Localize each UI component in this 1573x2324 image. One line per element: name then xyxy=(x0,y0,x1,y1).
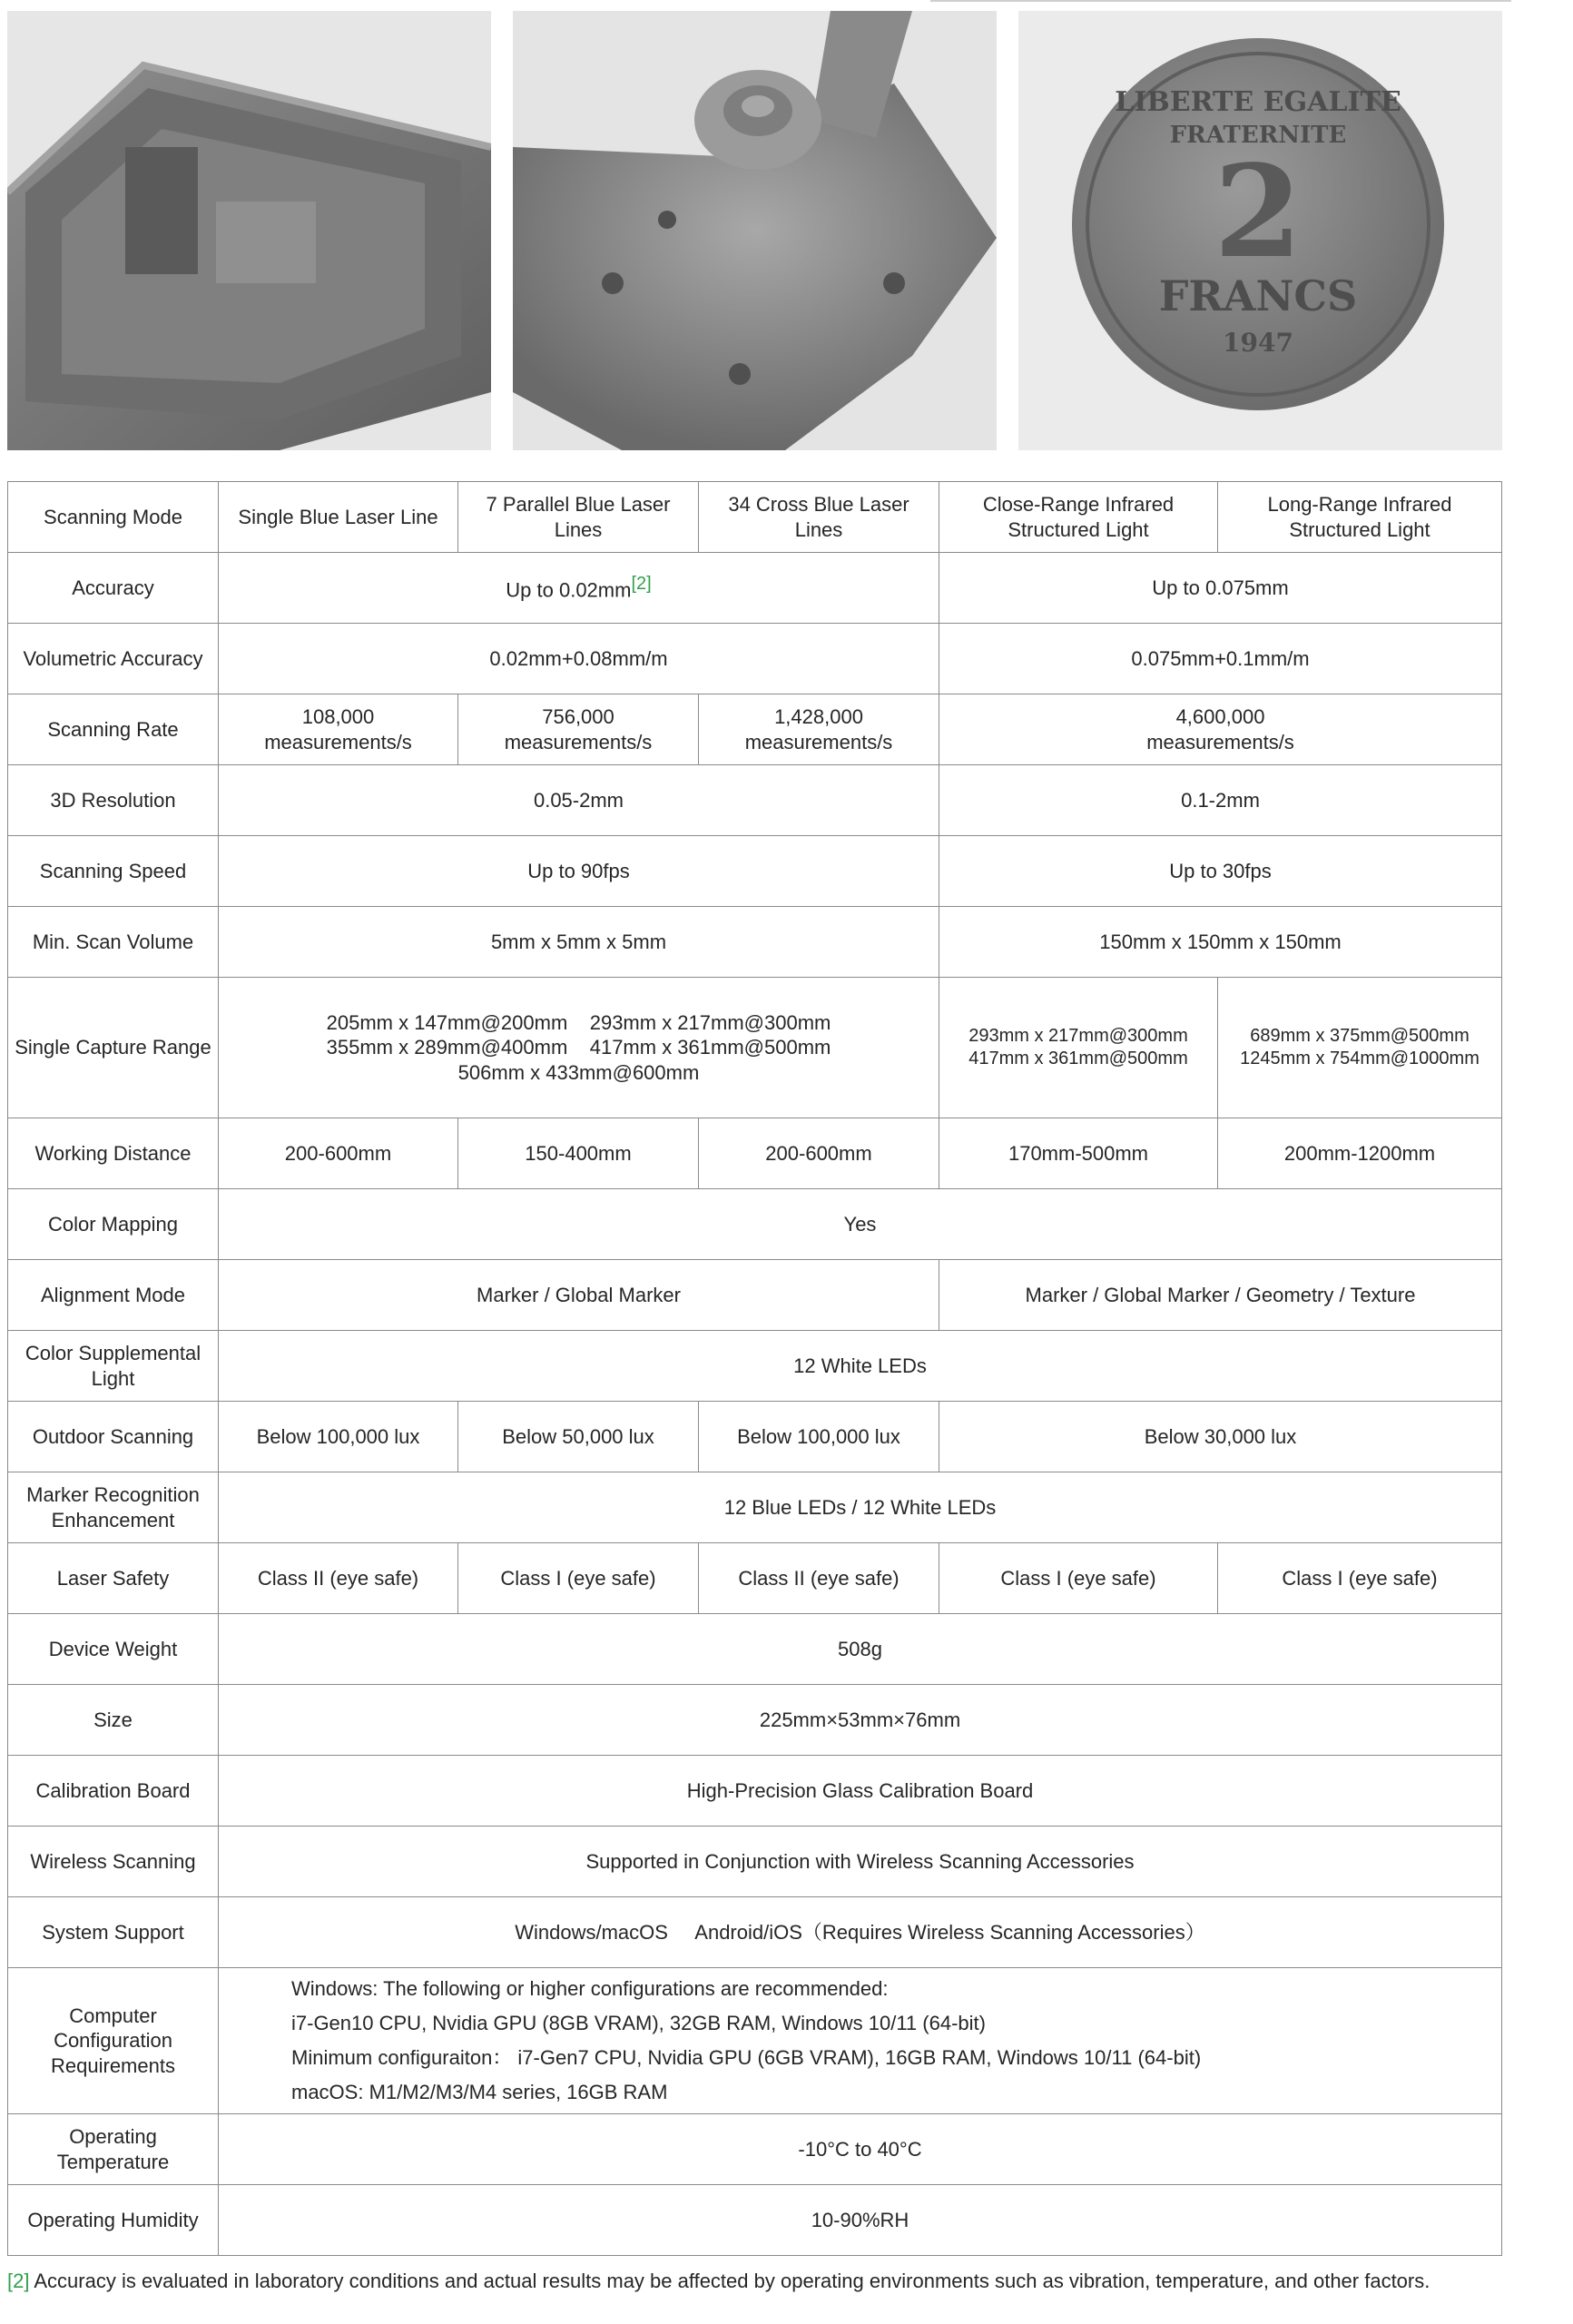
scanning-rate-parallel xyxy=(458,694,699,765)
row-label-wireless-scanning: Wireless Scanning xyxy=(8,1827,219,1897)
row-label-size: Size xyxy=(8,1685,219,1756)
marker-enhancement-value: 12 Blue LEDs / 12 White LEDs xyxy=(219,1472,1502,1543)
accuracy-laser-cell xyxy=(219,553,939,624)
mode-single-blue-laser: Single Blue Laser Line xyxy=(219,482,458,553)
device-weight-value: 508g xyxy=(219,1614,1502,1685)
row-label-computer-configuration: Computer Configuration Requirements xyxy=(8,1968,219,2114)
mode-parallel-blue-lasers: 7 Parallel Blue Laser Lines xyxy=(458,482,699,553)
working-distance-value: 200-600mm xyxy=(699,1118,939,1189)
oil-pan-scan-image xyxy=(7,11,491,450)
laser-safety-value: Class II (eye safe) xyxy=(219,1543,458,1614)
size-value: 225mm×53mm×76mm xyxy=(219,1685,1502,1756)
table-row xyxy=(8,765,1502,836)
row-label-working-distance: Working Distance xyxy=(8,1118,219,1189)
capture-range-line: 689mm x 375mm@500mm xyxy=(1250,1026,1470,1046)
laser-safety-value: Class II (eye safe) xyxy=(699,1543,939,1614)
config-line: macOS: M1/M2/M3/M4 series, 16GB RAM xyxy=(291,2081,668,2103)
min-volume-laser: 5mm x 5mm x 5mm xyxy=(219,907,939,978)
table-row xyxy=(8,836,1502,907)
system-support-value: Windows/macOS Android/iOS（Requires Wireless Scanning Accessories） xyxy=(219,1897,1502,1968)
scanning-rate-single xyxy=(219,694,458,765)
alignment-infrared: Marker / Global Marker / Geometry / Texture xyxy=(939,1260,1502,1331)
rate-unit: measurements/s xyxy=(264,730,412,753)
table-row xyxy=(8,1614,1502,1685)
table-row xyxy=(8,907,1502,978)
row-label-min-scan-volume: Min. Scan Volume xyxy=(8,907,219,978)
volumetric-accuracy-infrared: 0.075mm+0.1mm/m xyxy=(939,624,1502,694)
row-label-color-mapping: Color Mapping xyxy=(8,1189,219,1260)
alignment-laser: Marker / Global Marker xyxy=(219,1260,939,1331)
scanning-rate-cross xyxy=(699,694,939,765)
supplemental-light-value: 12 White LEDs xyxy=(219,1331,1502,1402)
table-row xyxy=(8,1756,1502,1827)
coin-engraving-top: LIBERTE EGALITE xyxy=(1115,86,1401,118)
table-row xyxy=(8,1827,1502,1897)
rate-value: 108,000 xyxy=(301,705,375,728)
table-row xyxy=(8,1118,1502,1189)
wireless-scanning-value: Supported in Conjunction with Wireless Scanning Accessories xyxy=(219,1827,1502,1897)
pump-housing-scan-image xyxy=(513,11,997,450)
rate-unit: measurements/s xyxy=(504,730,653,753)
mode-cross-blue-lasers: 34 Cross Blue Laser Lines xyxy=(699,482,939,553)
row-label-scanning-rate: Scanning Rate xyxy=(8,694,219,765)
config-line: i7-Gen10 CPU, Nvidia GPU (8GB VRAM), 32GB RAM, Windows 10/11 (64-bit) xyxy=(291,2012,986,2034)
operating-humidity-value: 10-90%RH xyxy=(219,2185,1502,2256)
speed-infrared: Up to 30fps xyxy=(939,836,1502,907)
row-label-scanning-mode: Scanning Mode xyxy=(8,482,219,553)
accuracy-footnote xyxy=(7,2268,1478,2295)
capture-range-close xyxy=(939,978,1218,1118)
capture-range-line: 417mm x 361mm@500mm xyxy=(968,1049,1188,1068)
table-row xyxy=(8,482,1502,553)
row-label-outdoor-scanning: Outdoor Scanning xyxy=(8,1402,219,1472)
config-line: Windows: The following or higher configurations are recommended: xyxy=(291,1977,889,2000)
row-label-marker-recognition: Marker Recognition Enhancement xyxy=(8,1472,219,1543)
row-label-alignment-mode: Alignment Mode xyxy=(8,1260,219,1331)
capture-range-long xyxy=(1218,978,1502,1118)
table-row xyxy=(8,978,1502,1118)
table-row xyxy=(8,694,1502,765)
outdoor-parallel: Below 50,000 lux xyxy=(458,1402,699,1472)
rate-unit: measurements/s xyxy=(1146,730,1294,753)
laser-safety-value: Class I (eye safe) xyxy=(1218,1543,1502,1614)
table-row xyxy=(8,1260,1502,1331)
computer-configuration-value xyxy=(219,1968,1502,2114)
speed-laser: Up to 90fps xyxy=(219,836,939,907)
accuracy-infrared-value: Up to 0.075mm xyxy=(939,553,1502,624)
table-row xyxy=(8,1331,1502,1402)
rate-value: 4,600,000 xyxy=(1175,705,1265,728)
table-row xyxy=(8,2114,1502,2185)
rate-value: 1,428,000 xyxy=(774,705,863,728)
specification-table xyxy=(7,481,1502,2256)
operating-temperature-value: -10°C to 40°C xyxy=(219,2114,1502,2185)
outdoor-infrared: Below 30,000 lux xyxy=(939,1402,1502,1472)
min-volume-infrared: 150mm x 150mm x 150mm xyxy=(939,907,1502,978)
mode-close-range-infrared: Close-Range Infrared Structured Light xyxy=(939,482,1218,553)
footnote-ref-marker: [2] xyxy=(7,2270,30,2292)
row-label-laser-safety: Laser Safety xyxy=(8,1543,219,1614)
calibration-board-value: High-Precision Glass Calibration Board xyxy=(219,1756,1502,1827)
row-label-operating-temperature: Operating Temperature xyxy=(8,2114,219,2185)
outdoor-single: Below 100,000 lux xyxy=(219,1402,458,1472)
rate-value: 756,000 xyxy=(542,705,614,728)
table-row xyxy=(8,553,1502,624)
table-row xyxy=(8,1472,1502,1543)
row-label-operating-humidity: Operating Humidity xyxy=(8,2185,219,2256)
row-label-device-weight: Device Weight xyxy=(8,1614,219,1685)
outdoor-cross: Below 100,000 lux xyxy=(699,1402,939,1472)
table-row xyxy=(8,2185,1502,2256)
scanning-rate-infrared xyxy=(939,694,1502,765)
row-label-system-support: System Support xyxy=(8,1897,219,1968)
working-distance-value: 150-400mm xyxy=(458,1118,699,1189)
table-row xyxy=(8,1685,1502,1756)
top-divider-line xyxy=(930,0,1511,2)
coin-engraving-number: 2 xyxy=(1214,138,1303,287)
table-row xyxy=(8,1543,1502,1614)
working-distance-value: 200-600mm xyxy=(219,1118,458,1189)
capture-range-laser xyxy=(219,978,939,1118)
capture-range-line: 355mm x 289mm@400mm 417mm x 361mm@500mm xyxy=(326,1036,831,1059)
config-line: Minimum configuraiton： i7-Gen7 CPU, Nvidia GPU (6GB VRAM), 16GB RAM, Windows 10/11 (64-bit) xyxy=(291,2046,1202,2069)
capture-range-line: 205mm x 147mm@200mm 293mm x 217mm@300mm xyxy=(326,1010,831,1034)
row-label-single-capture-range: Single Capture Range xyxy=(8,978,219,1118)
working-distance-value: 200mm-1200mm xyxy=(1218,1118,1502,1189)
table-row xyxy=(8,1968,1502,2114)
color-mapping-value: Yes xyxy=(219,1189,1502,1260)
coin-scan-image xyxy=(1018,11,1502,450)
row-label-scanning-speed: Scanning Speed xyxy=(8,836,219,907)
working-distance-value: 170mm-500mm xyxy=(939,1118,1218,1189)
table-row xyxy=(8,1189,1502,1260)
row-label-accuracy: Accuracy xyxy=(8,553,219,624)
row-label-3d-resolution: 3D Resolution xyxy=(8,765,219,836)
resolution-infrared: 0.1-2mm xyxy=(939,765,1502,836)
laser-safety-value: Class I (eye safe) xyxy=(939,1543,1218,1614)
row-label-color-supplemental-light: Color Supplemental Light xyxy=(8,1331,219,1402)
capture-range-line: 506mm x 433mm@600mm xyxy=(457,1060,700,1084)
accuracy-laser-value: Up to 0.02mm xyxy=(506,578,632,602)
laser-safety-value: Class I (eye safe) xyxy=(458,1543,699,1614)
row-label-calibration-board: Calibration Board xyxy=(8,1756,219,1827)
table-row xyxy=(8,1897,1502,1968)
capture-range-line: 1245mm x 754mm@1000mm xyxy=(1240,1049,1480,1068)
footnote-ref-link[interactable]: [2] xyxy=(631,574,652,595)
capture-range-line: 293mm x 217mm@300mm xyxy=(968,1026,1188,1046)
coin-engraving-mid: FRATERNITE xyxy=(1169,122,1347,149)
row-label-volumetric-accuracy: Volumetric Accuracy xyxy=(8,624,219,694)
rate-unit: measurements/s xyxy=(744,730,893,753)
coin-engraving-currency: FRANCS xyxy=(1158,271,1358,320)
table-row xyxy=(8,1402,1502,1472)
coin-engraving-year: 1947 xyxy=(1223,328,1293,358)
table-row xyxy=(8,624,1502,694)
resolution-laser: 0.05-2mm xyxy=(219,765,939,836)
footnote-text: Accuracy is evaluated in laboratory conditions and actual results may be affected by operating environments such as vibration, temperature, and other factors. xyxy=(29,2270,1430,2292)
mode-long-range-infrared: Long-Range Infrared Structured Light xyxy=(1218,482,1502,553)
volumetric-accuracy-laser: 0.02mm+0.08mm/m xyxy=(219,624,939,694)
